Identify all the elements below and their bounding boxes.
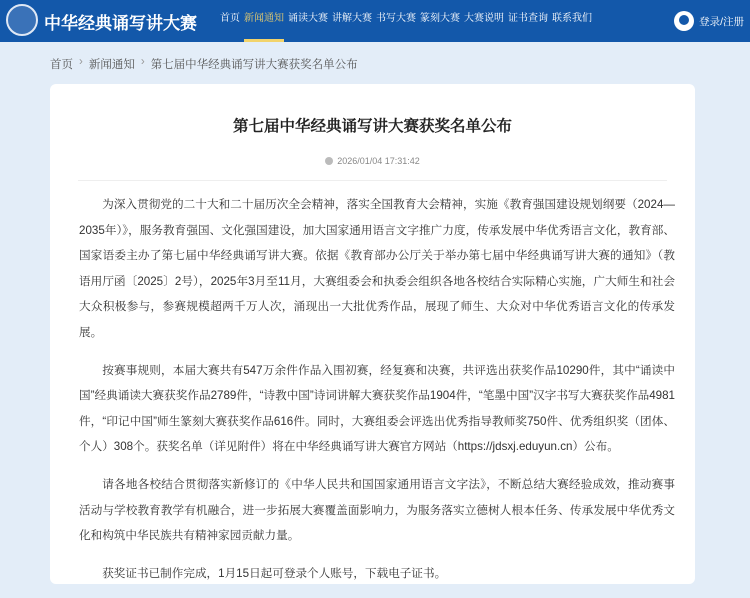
login-button[interactable] (674, 11, 744, 31)
article-title: 第七届中华经典诵写讲大赛获奖名单公布 (232, 118, 512, 135)
breadcrumb-home[interactable]: 首页 (50, 59, 73, 71)
divider (78, 180, 667, 181)
breadcrumb-news[interactable]: 新闻通知 (88, 59, 135, 71)
site-header (0, 0, 750, 42)
nav-certificate[interactable]: 证书查询 (508, 13, 548, 24)
nav-home[interactable]: 首页 (220, 13, 240, 24)
paragraph: 为深入贯彻党的二十大和二十届历次全会精神，落实全国教育大会精神，实施《教育强国建设规划纲要（2024—2035年）》，服务教育强国、文化强国建设，加大国家通用语言文字推广力度，传承发展中华优秀语言文化，教育部、国家语委主办了第七届中华经典诵写讲大赛。依据《教育部办公厅关于举办第七届中华经典诵写讲大赛的通知》（教语用厅函〔2025〕2号），2025年3月至11月，大赛组委会和执委会组织各地各校结合实际精心实施，广大师生和社会大众积极参与，参赛规模超两千万人次，涌现出一大批优秀作品，展现了师生、大众对中华优秀语言文化的传承发展。 (79, 198, 675, 339)
nav-writing[interactable]: 书写大赛 (376, 13, 416, 24)
breadcrumb-separator-icon: › (140, 56, 145, 68)
breadcrumb-current: 第七届中华经典诵写讲大赛获奖名单公布 (150, 59, 358, 71)
paragraph: 请各地各校结合贯彻落实新修订的《中华人民共和国国家通用语言文字法》，不断总结大赛经验成效，推动赛事活动与学校教育教学有机融合，进一步拓展大赛覆盖面影响力，为服务落实立德树人根本任务、传承发展中华优秀文化和构筑中华民族共有精神家园贡献力量。 (79, 477, 675, 543)
breadcrumb (50, 56, 358, 72)
nav-news[interactable]: 新闻通知 (242, 0, 286, 42)
nav-explanation[interactable]: 讲解大赛 (332, 13, 372, 24)
article-card (50, 84, 695, 584)
breadcrumb-separator-icon: › (79, 56, 83, 68)
site-logo[interactable] (6, 4, 38, 36)
paragraph: 获奖证书已制作完成，1月15日起可登录个人账号，下载电子证书。 (102, 566, 447, 580)
user-avatar-icon (674, 11, 694, 31)
article-body (79, 192, 675, 598)
nav-seal-carving[interactable]: 篆刻大赛 (420, 13, 460, 24)
main-nav (218, 0, 594, 42)
date-text: 2026/01/04 17:31:42 (337, 156, 420, 166)
paragraph: 按赛事规则，本届大赛共有547万余件作品入围初赛，经复赛和决赛，共评选出获奖作品10290件，其中“诵读中国”经典诵读大赛获奖作品2789件，“诗教中国”诗词讲解大赛获奖作品1904件，“笔墨中国”汉字书写大赛获奖作品4981件，“印记中国”师生篆刻大赛获奖作品616件。同时，大赛组委会评选出优秀指导教师奖750件、优秀组织奖（团体、个人）308个。获奖名单（详见附件）将在中华经典诵写讲大赛官方网站（https://jdsxj.eduyun.cn）公布。 (79, 363, 675, 454)
article-date (50, 156, 695, 166)
nav-recitation[interactable]: 诵读大赛 (288, 13, 328, 24)
clock-icon (325, 157, 333, 165)
nav-contact[interactable]: 联系我们 (552, 13, 592, 24)
site-title[interactable]: 中华经典诵写讲大赛 (44, 14, 197, 33)
login-label: 登录/注册 (699, 15, 744, 28)
nav-about[interactable]: 大赛说明 (464, 13, 504, 24)
